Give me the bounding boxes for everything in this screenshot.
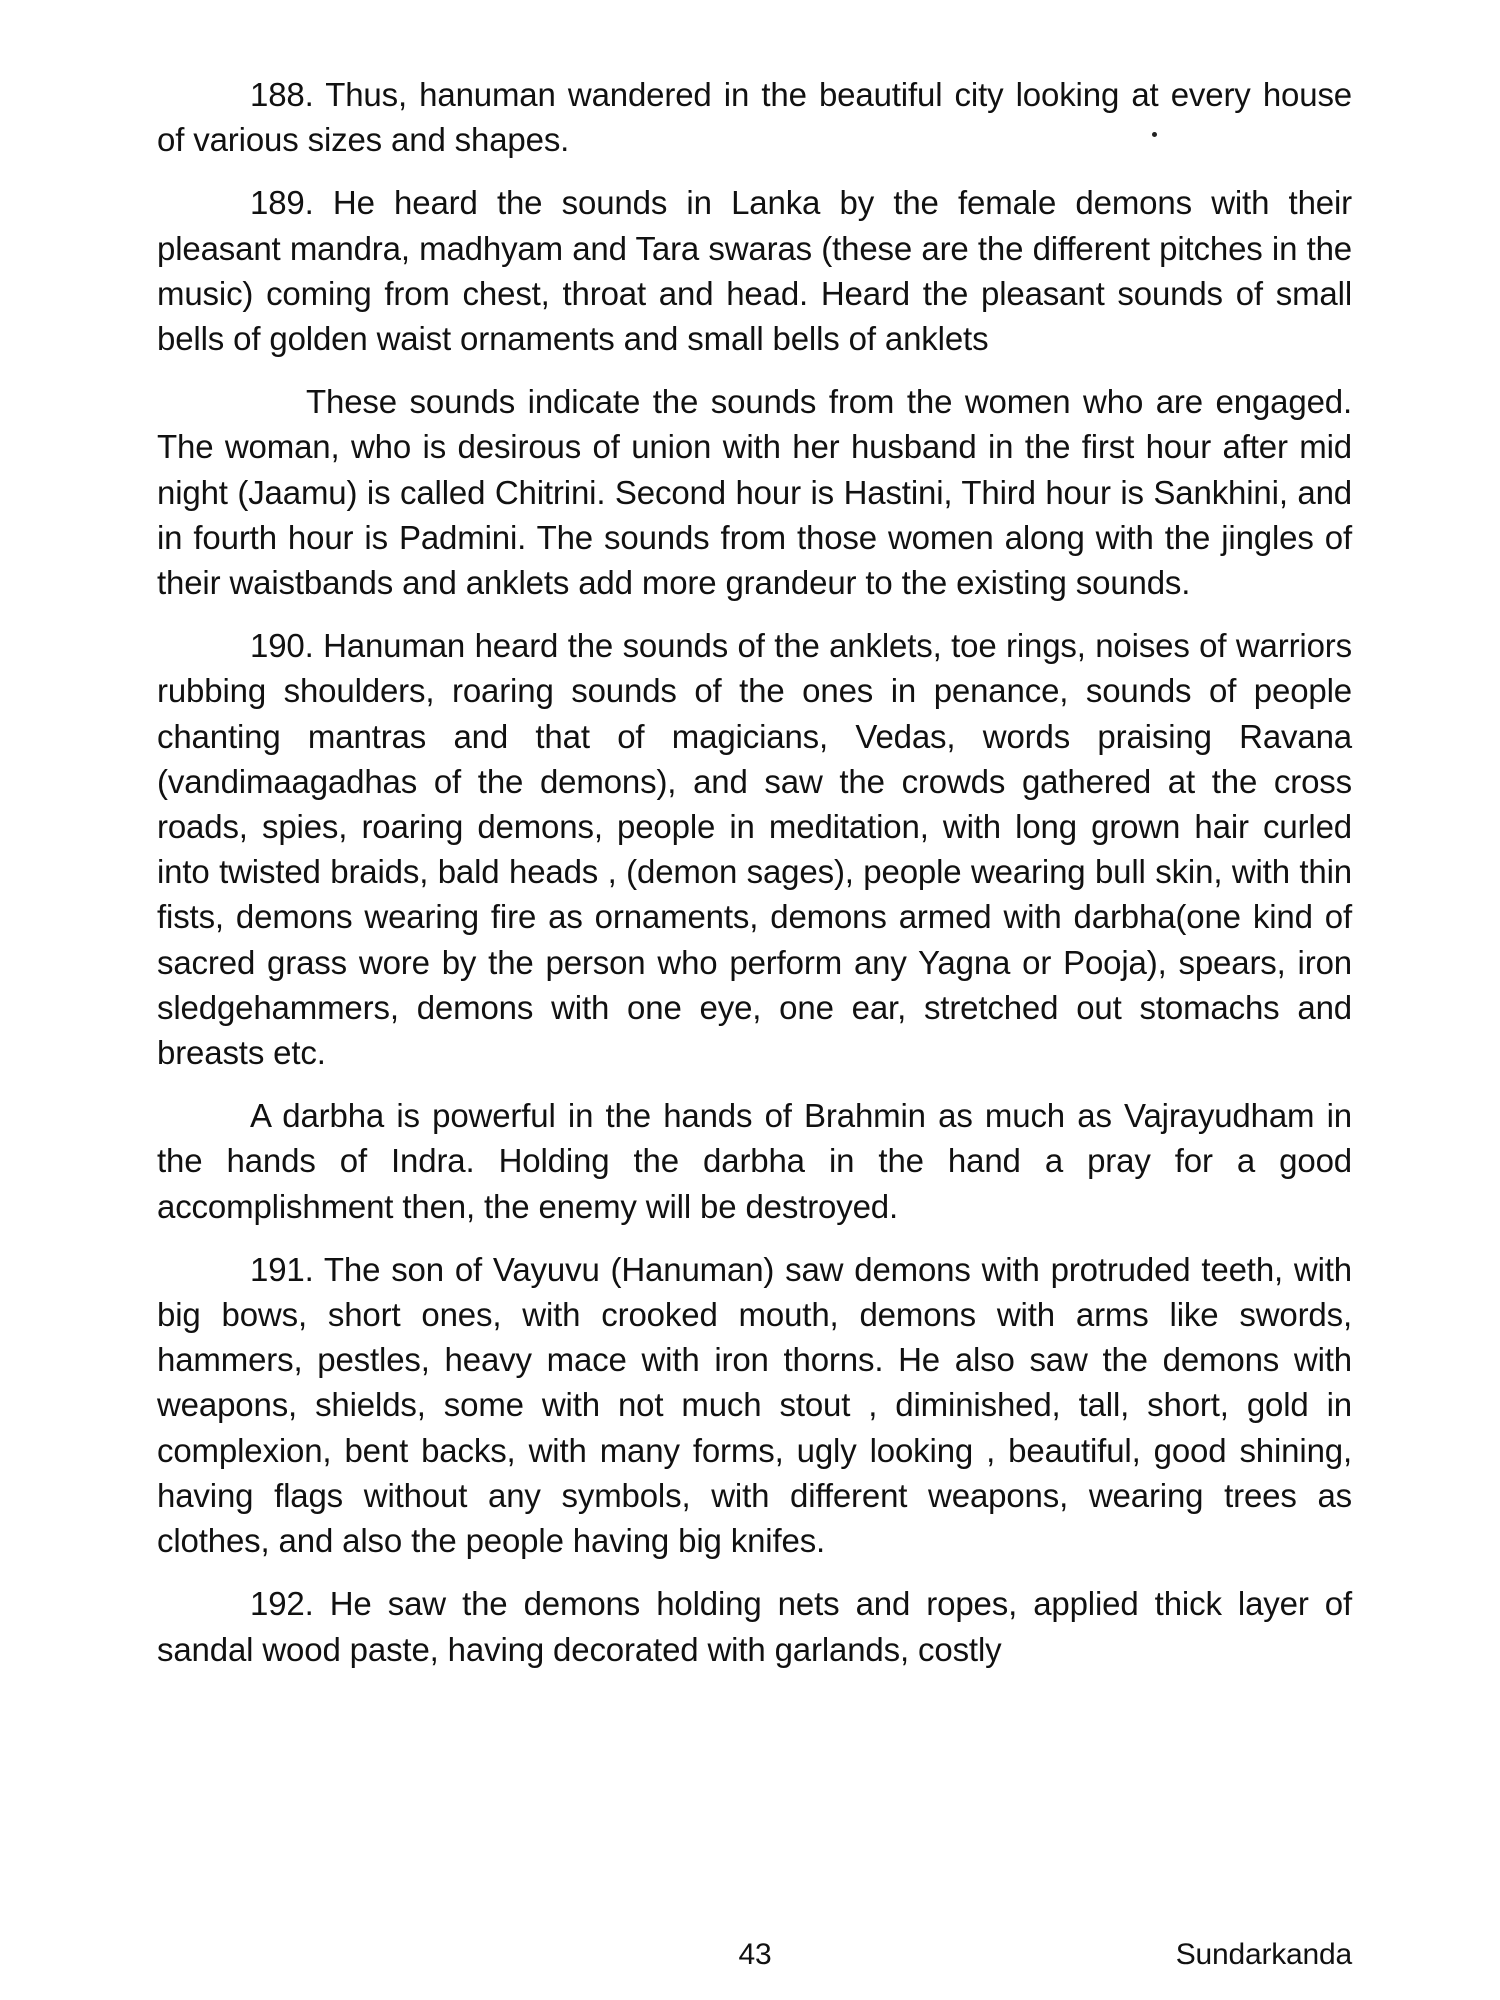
running-footer-title: Sundarkanda (1175, 1938, 1352, 1971)
paragraph-189: 189. He heard the sounds in Lanka by the female demons with their pleasant mandra, madhyam and Tara swaras (these are the different pitches in the music) coming from chest, throat and head. Heard the pleasant sounds of small bells of golden waist ornaments and small bells of anklets (157, 184, 1352, 358)
paragraph-192: 192. He saw the demons holding nets and ropes, applied thick layer of sandal wood paste, having decorated with garlands, costly (157, 1585, 1352, 1668)
paragraph-190: 190. Hanuman heard the sounds of the anklets, toe rings, noises of warriors rubbing shoulders, roaring sounds of the ones in penance, sounds of people chanting mantras and that of magicians, Vedas, words praising Ravana (vandimaagadhas of the demons), and saw the crowds gathered at the cross roads, spies, roaring demons, people in meditation, with long grown hair curled into twisted braids, bald heads , (demon sages), people wearing bull skin, with thin fists, demons wearing fire as ornaments, demons armed with darbha(one kind of sacred grass wore by the person who perform any Yagna or Pooja), spears, iron sledgehammers, demons with one eye, one ear, stretched out stomachs and breasts etc. (157, 627, 1352, 1072)
body-text (157, 72, 1352, 1690)
page-number: 43 (738, 1938, 772, 1971)
darbha-note-paragraph: A darbha is powerful in the hands of Brahmin as much as Vajrayudham in the hands of Indra. Holding the darbha in the hand a pray for a good accomplishment then, the enemy will be destroyed. (157, 1097, 1352, 1225)
commentary-paragraph: These sounds indicate the sounds from the women who are engaged. The woman, who is desirous of union with her husband in the first hour after mid night (Jaamu) is called Chitrini. Second hour is Hastini, Third hour is Sankhini, and in fourth hour is Padmini. The sounds from those women along with the jingles of their waistbands and anklets add more grandeur to the existing sounds. (157, 383, 1352, 602)
paragraph-188: 188. Thus, hanuman wandered in the beautiful city looking at every house of various sizes and shapes. (157, 76, 1352, 159)
paragraph-191: 191. The son of Vayuvu (Hanuman) saw demons with protruded teeth, with big bows, short ones, with crooked mouth, demons with arms like swords, hammers, pestles, heavy mace with iron thorns. He also saw the demons with weapons, shields, some with not much stout , diminished, tall, short, gold in complexion, bent backs, with many forms, ugly looking , beautiful, good shining, having flags without any symbols, with different weapons, wearing trees as clothes, and also the people having big knifes. (157, 1250, 1352, 1560)
